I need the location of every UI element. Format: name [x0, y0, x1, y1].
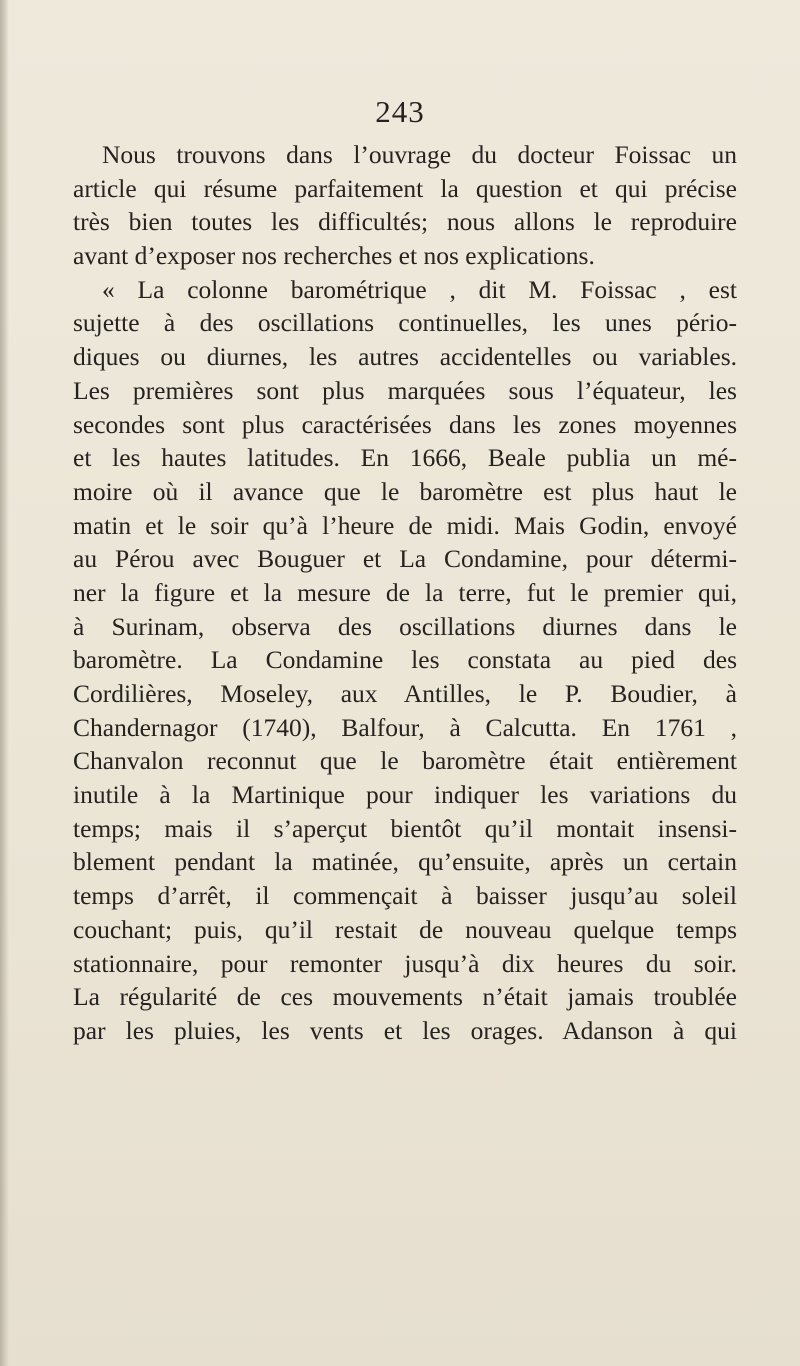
- text-line: La régularité de ces mouvements n’était jamais troublée: [73, 982, 737, 1012]
- text-line: temps; mais il s’aperçut bientôt qu’il montait insensi-: [73, 813, 737, 843]
- text-line: Chandernagor (1740), Balfour, à Calcutta. En 1761 ,: [73, 712, 737, 742]
- text-line: Cordilières, Moseley, aux Antilles, le P. Boudier, à: [73, 679, 737, 708]
- text-line: sujette à des oscillations continuelles, les unes pério-: [73, 308, 737, 338]
- text-line: matin et le soir qu’à l’heure de midi. Mais Godin, envoyé: [73, 510, 737, 540]
- text-line: ner la figure et la mesure de la terre, fut le premier qui,: [73, 577, 737, 607]
- text-line: moire où il avance que le baromètre est plus haut le: [73, 476, 737, 506]
- text-line: Chanvalon reconnut que le baromètre était entièrement: [73, 746, 737, 776]
- text-line: diques ou diurnes, les autres accidentelles ou variables.: [73, 342, 737, 372]
- text-line: couchant; puis, qu’il restait de nouveau quelque temps: [73, 914, 737, 944]
- text-line: « La colonne barométrique , dit M. Foissac , est: [102, 274, 737, 304]
- text-line: Les premières sont plus marquées sous l’équateur, les: [73, 375, 737, 405]
- text-line: Nous trouvons dans l’ouvrage du docteur Foissac un: [102, 140, 737, 169]
- page-number: 243: [375, 94, 425, 129]
- text-line: baromètre. La Condamine les constata au pied des: [73, 645, 737, 675]
- text-line: au Pérou avec Bouguer et La Condamine, pour détermi-: [73, 544, 737, 574]
- text-line: blement pendant la matinée, qu’ensuite, après un certain: [73, 847, 737, 877]
- text-line: très bien toutes les difficultés; nous allons le reproduire: [73, 207, 737, 237]
- body-text: [73, 138, 737, 1048]
- binding-edge-shadow: [0, 0, 9, 1366]
- text-line: inutile à la Martinique pour indiquer les variations du: [73, 780, 737, 810]
- text-line: temps d’arrêt, il commençait à baisser jusqu’au soleil: [73, 881, 737, 911]
- text-line: à Surinam, observa des oscillations diurnes dans le: [73, 611, 737, 641]
- text-line: stationnaire, pour remonter jusqu’à dix heures du soir.: [73, 948, 737, 978]
- text-line: et les hautes latitudes. En 1666, Beale publia un mé-: [73, 443, 737, 473]
- text-line: avant d’exposer nos recherches et nos explications.: [73, 241, 595, 271]
- text-line: article qui résume parfaitement la question et qui précise: [73, 173, 737, 203]
- text-line: par les pluies, les vents et les orages. Adanson à qui: [73, 1015, 737, 1045]
- text-line: secondes sont plus caractérisées dans les zones moyennes: [73, 409, 737, 439]
